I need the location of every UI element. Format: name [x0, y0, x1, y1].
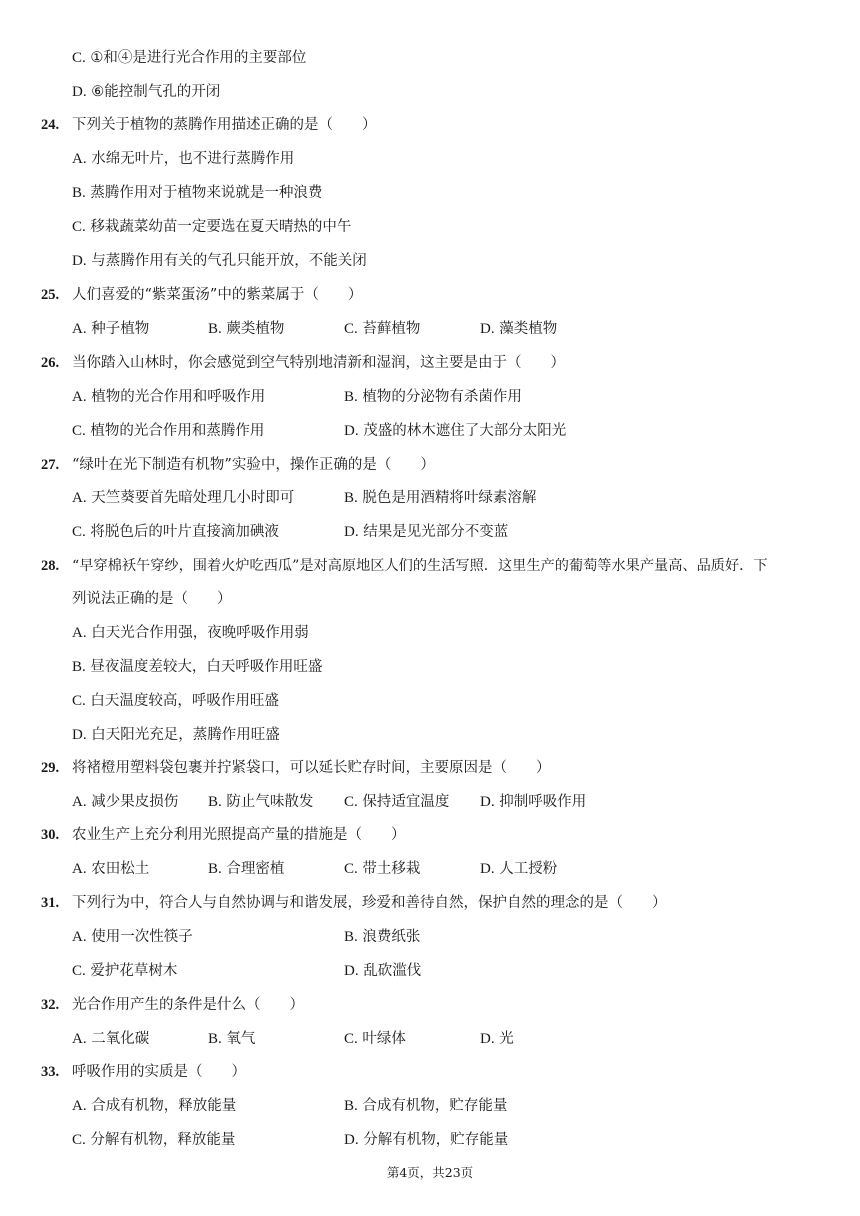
option-text: 分解有机物，贮存能量 [363, 1132, 509, 1148]
option-text: 合成有机物，贮存能量 [362, 1098, 508, 1114]
question-stem-continued: 列说法正确的是（ ） [72, 591, 232, 607]
option-text: 保持适宜温度 [362, 794, 450, 810]
option-c [72, 48, 306, 68]
question-number: 26. [41, 355, 60, 371]
option-letter: C. [344, 861, 358, 877]
option-text: 光 [499, 1031, 514, 1047]
option-c [72, 217, 351, 237]
option-letter: A. [72, 151, 87, 167]
option-a [72, 488, 294, 508]
option-text: 蕨类植物 [226, 321, 285, 337]
question-stem: 下列关于植物的蒸腾作用描述正确的是（ ） [72, 117, 377, 133]
question-number: 28. [41, 558, 60, 574]
question-number: 29. [41, 760, 60, 776]
option-text: 苔藓植物 [362, 321, 421, 337]
option-text: 植物的光合作用和蒸腾作用 [90, 423, 265, 439]
option-b [208, 792, 313, 812]
option-letter: A. [72, 929, 87, 945]
option-text: 二氧化碳 [91, 1031, 150, 1047]
option-letter: B. [344, 929, 358, 945]
option-text: 合理密植 [226, 861, 285, 877]
question-stem: 光合作用产生的条件是什么（ ） [72, 997, 304, 1013]
option-letter: A. [72, 1098, 87, 1114]
option-letter: D. [480, 321, 495, 337]
option-letter: C. [72, 963, 86, 979]
question-number: 27. [41, 457, 60, 473]
option-text: 农田松土 [91, 861, 150, 877]
option-text: 防止气味散发 [226, 794, 314, 810]
option-letter: B. [344, 389, 358, 405]
option-d [72, 82, 220, 102]
question-stem: 呼吸作用的实质是（ ） [72, 1064, 246, 1080]
option-letter: C. [344, 794, 358, 810]
option-c [72, 961, 177, 981]
option-d [72, 725, 280, 745]
question-number: 24. [41, 117, 60, 133]
option-b [344, 387, 522, 407]
option-b [208, 859, 284, 879]
question-number: 33. [41, 1064, 60, 1080]
option-letter: C. [72, 50, 86, 66]
question-number: 32. [41, 997, 60, 1013]
option-text: 减少果皮损伤 [91, 794, 179, 810]
option-b [72, 183, 322, 203]
option-text: 种子植物 [91, 321, 150, 337]
question-number: 31. [41, 895, 60, 911]
option-text: 氧气 [226, 1031, 256, 1047]
option-d [344, 421, 566, 441]
option-letter: A. [72, 490, 87, 506]
option-text: 植物的光合作用和呼吸作用 [91, 389, 266, 405]
option-letter: A. [72, 861, 87, 877]
question-stem: “绿叶在光下制造有机物”实验中，操作正确的是（ ） [72, 457, 435, 473]
option-letter: C. [72, 423, 86, 439]
option-d [344, 1130, 508, 1150]
question-number: 30. [41, 827, 60, 843]
question-stem: “早穿棉袄午穿纱，围着火炉吃西瓜”是对高原地区人们的生活写照．这里生产的葡萄等水果产量高、品质好．下 [72, 558, 768, 574]
option-text: 茂盛的林木遮住了大部分太阳光 [363, 423, 567, 439]
option-a [72, 1029, 149, 1049]
option-letter: C. [344, 321, 358, 337]
option-letter: D. [480, 861, 495, 877]
option-letter: B. [208, 321, 222, 337]
option-text: 合成有机物，释放能量 [91, 1098, 237, 1114]
option-c [344, 859, 420, 879]
option-text: 爱护花草树木 [90, 963, 178, 979]
option-letter: D. [344, 524, 359, 540]
option-d [480, 319, 557, 339]
option-text: 乱砍滥伐 [363, 963, 422, 979]
option-c [72, 1130, 235, 1150]
option-letter: A. [72, 321, 87, 337]
option-b [72, 657, 322, 677]
option-a [72, 1096, 236, 1116]
option-letter: B. [344, 1098, 358, 1114]
option-letter: B. [208, 861, 222, 877]
option-text: 藻类植物 [499, 321, 558, 337]
question-stem: 农业生产上充分利用光照提高产量的措施是（ ） [72, 827, 406, 843]
option-letter: C. [72, 219, 86, 235]
option-text: 结果是见光部分不变蓝 [363, 524, 509, 540]
option-text: 叶绿体 [362, 1031, 406, 1047]
option-letter: D. [344, 963, 359, 979]
option-letter: B. [344, 490, 358, 506]
option-text: 带土移栽 [362, 861, 421, 877]
option-a [72, 623, 309, 643]
option-b [344, 488, 536, 508]
option-a [72, 319, 149, 339]
option-c [72, 522, 279, 542]
option-text: 白天阳光充足，蒸腾作用旺盛 [91, 727, 280, 743]
option-c [344, 792, 449, 812]
option-text: 浪费纸张 [362, 929, 421, 945]
option-letter: C. [344, 1031, 358, 1047]
option-text: 天竺葵要首先暗处理几小时即可 [91, 490, 295, 506]
option-b [344, 1096, 507, 1116]
option-a [72, 149, 294, 169]
option-text: 分解有机物，释放能量 [90, 1132, 236, 1148]
question-number: 25. [41, 287, 60, 303]
option-text: ⑥能控制气孔的开闭 [91, 84, 221, 100]
option-text: ①和④是进行光合作用的主要部位 [90, 50, 307, 66]
option-text: 与蒸腾作用有关的气孔只能开放，不能关闭 [91, 253, 367, 269]
option-d [344, 961, 421, 981]
option-letter: D. [72, 727, 87, 743]
option-d [72, 251, 367, 271]
option-letter: D. [344, 1132, 359, 1148]
option-d [480, 1029, 514, 1049]
option-letter: A. [72, 389, 87, 405]
option-d [480, 792, 586, 812]
option-b [208, 1029, 255, 1049]
option-text: 脱色是用酒精将叶绿素溶解 [362, 490, 537, 506]
option-a [72, 792, 178, 812]
option-text: 白天温度较高，呼吸作用旺盛 [90, 693, 279, 709]
option-letter: D. [480, 794, 495, 810]
option-letter: D. [480, 1031, 495, 1047]
option-letter: D. [72, 253, 87, 269]
option-letter: A. [72, 794, 87, 810]
question-stem: 当你踏入山林时，你会感觉到空气特别地清新和湿润，这主要是由于（ ） [72, 355, 565, 371]
option-text: 使用一次性筷子 [91, 929, 193, 945]
option-a [72, 927, 193, 947]
option-c [344, 319, 420, 339]
option-letter: D. [72, 84, 87, 100]
question-stem: 下列行为中，符合人与自然协调与和谐发展，珍爱和善待自然，保护自然的理念的是（ ） [72, 895, 667, 911]
option-text: 白天光合作用强，夜晚呼吸作用弱 [91, 625, 309, 641]
option-c [344, 1029, 406, 1049]
option-text: 人工授粉 [499, 861, 558, 877]
option-letter: A. [72, 1031, 87, 1047]
option-text: 水绵无叶片，也不进行蒸腾作用 [91, 151, 295, 167]
option-a [72, 859, 149, 879]
option-letter: C. [72, 1132, 86, 1148]
option-letter: B. [208, 794, 222, 810]
option-c [72, 691, 279, 711]
option-d [344, 522, 508, 542]
option-text: 抑制呼吸作用 [499, 794, 587, 810]
option-letter: A. [72, 625, 87, 641]
option-letter: C. [72, 524, 86, 540]
question-stem: 将褚橙用塑料袋包裹并拧紧袋口，可以延长贮存时间，主要原因是（ ） [72, 760, 551, 776]
option-a [72, 387, 265, 407]
option-letter: B. [72, 185, 86, 201]
option-text: 蒸腾作用对于植物来说就是一种浪费 [90, 185, 323, 201]
option-text: 将脱色后的叶片直接滴加碘液 [90, 524, 279, 540]
option-b [208, 319, 284, 339]
option-text: 移栽蔬菜幼苗一定要选在夏天晴热的中午 [90, 219, 352, 235]
option-b [344, 927, 420, 947]
page-footer: 第4页，共23页 [386, 1165, 474, 1180]
option-letter: B. [208, 1031, 222, 1047]
option-d [480, 859, 557, 879]
option-text: 植物的分泌物有杀菌作用 [362, 389, 522, 405]
question-stem: 人们喜爱的“紫菜蛋汤”中的紫菜属于（ ） [72, 287, 363, 303]
option-letter: C. [72, 693, 86, 709]
option-letter: B. [72, 659, 86, 675]
option-letter: D. [344, 423, 359, 439]
option-text: 昼夜温度差较大，白天呼吸作用旺盛 [90, 659, 323, 675]
option-c [72, 421, 264, 441]
